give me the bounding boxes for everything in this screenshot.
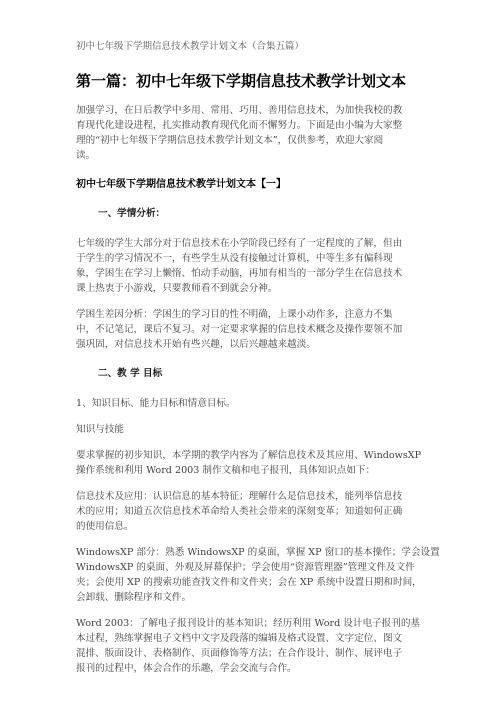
paragraph-windowsxp bbox=[76, 545, 440, 605]
text-line: 加强学习，在日后教学中多用、常用、巧用、善用信息技术，为加快我校的教 bbox=[76, 105, 403, 116]
section-title: 初中七年级下学期信息技术教学计划文本【一】 bbox=[76, 179, 286, 190]
text-line: Word 2003：了解电子报刊设计的基本知识；经历利用 Word 设计电子报刊的基 bbox=[76, 618, 421, 629]
text-line: WindowsXP 部分：熟悉 WindowsXP 的桌面，掌握 XP 窗口的基本操作；学会设置 bbox=[76, 547, 440, 558]
text-line: WindowsXP 的桌面、外观及屏幕保护；学会使用“资源管理器”管理文件及文件 bbox=[76, 562, 415, 573]
paragraph-goals bbox=[76, 396, 436, 411]
text-line: 信息技术及应用：认识信息的基本特征；理解什么是信息技术，能列举信息技 bbox=[76, 491, 403, 502]
text-line: 1、知识目标、能力目标和情意目标。 bbox=[76, 398, 236, 409]
text-line: 术的应用；知道五次信息技术革命给人类社会带来的深刻变革；知道如何正确 bbox=[76, 506, 403, 517]
text-line: 于学生的学习情况不一，有些学生从没有接触过计算机，中等生多有偏科现 bbox=[76, 253, 393, 264]
text-line: 学困生差因分析：学困生的学习目的性不明确，上课小动作多，注意力不集 bbox=[76, 309, 393, 320]
paragraph-requirements bbox=[76, 448, 436, 478]
paragraph-word2003 bbox=[76, 616, 436, 676]
text-line: 中，不记笔记，课后不复习。对一定要求掌握的信息技术概念及操作要领不加 bbox=[76, 324, 403, 335]
text-line: 读。 bbox=[76, 150, 96, 161]
paragraph-learning-analysis bbox=[76, 236, 436, 296]
text-line: 象，学困生在学习上懒惰、怕动手动脑，再加有相当的一部分学生在信息技术 bbox=[76, 268, 403, 279]
text-line: 夹；会使用 XP 的搜索功能查找文件和文件夹；会在 XP 系统中设置日期和时间， bbox=[76, 577, 422, 588]
text-line: 知识与技能 bbox=[76, 424, 124, 435]
text-line: 会卸载、删除程序和文件。 bbox=[76, 592, 192, 603]
heading-teaching-goals: 二、教 学 目标 bbox=[98, 368, 163, 379]
text-line: 七年级的学生大部分对于信息技术在小学阶段已经有了一定程度的了解，但由 bbox=[76, 238, 403, 249]
document-title: 第一篇：初中七年级下学期信息技术教学计划文本 bbox=[76, 72, 407, 90]
text-line: 强巩固，对信息技术开始有些兴趣，以后兴趣越来越淡。 bbox=[76, 339, 316, 350]
document-page bbox=[76, 40, 440, 687]
text-line: 本过程，熟练掌握电子文档中文字及段落的编辑及格式设置、文字定位、图文 bbox=[76, 633, 403, 644]
heading-learning-analysis: 一、学情分析： bbox=[98, 208, 166, 219]
text-line: 混排、版面设计、表格制作、页面修饰等方法；在合作设计、制作、展评电子 bbox=[76, 648, 403, 659]
text-line: 理的“初中七年级下学期信息技术教学计划文本”，仅供参考，欢迎大家阅 bbox=[76, 135, 384, 146]
paragraph-knowledge-skills bbox=[76, 422, 436, 437]
text-line: 操作系统和利用 Word 2003 制作文稿和电子报刊，具体知识点如下： bbox=[76, 465, 376, 476]
document-header: 初中七年级下学期信息技术教学计划文本（合集五篇） bbox=[76, 41, 305, 52]
intro-paragraph bbox=[76, 103, 436, 163]
paragraph-it-application bbox=[76, 489, 436, 534]
text-line: 报刊的过程中，体会合作的乐趣，学会交流与合作。 bbox=[76, 663, 297, 674]
paragraph-weak-students bbox=[76, 307, 436, 352]
text-line: 的使用信息。 bbox=[76, 521, 134, 532]
text-line: 要求掌握的初步知识，本学期的教学内容为了解信息技术及其应用、WindowsXP bbox=[76, 450, 422, 461]
text-line: 育现代化建设进程，扎实推动教育现代化而不懈努力。下面是由小编为大家整 bbox=[76, 120, 403, 131]
text-line: 课上热衷于小游戏，只要教师看不到就会分神。 bbox=[76, 283, 278, 294]
